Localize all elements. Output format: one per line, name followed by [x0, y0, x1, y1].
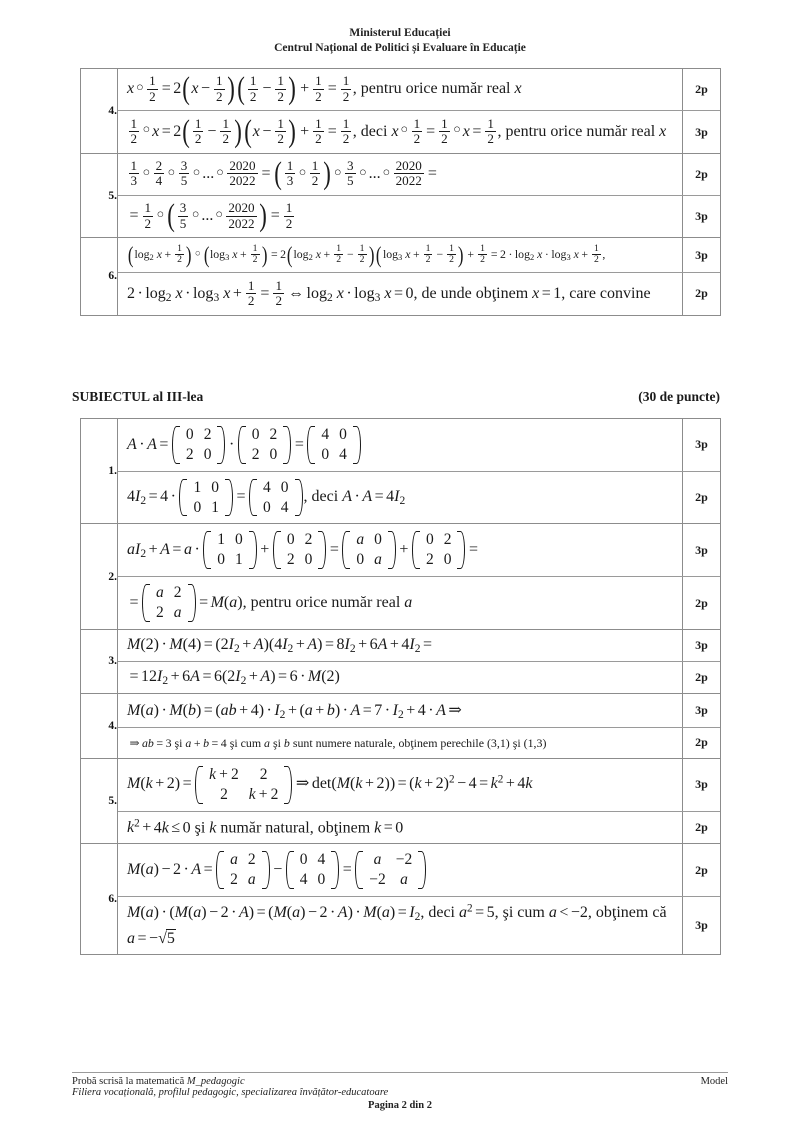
- solution-line: [118, 238, 720, 272]
- item-number: 6.: [81, 238, 118, 315]
- points-value: 3p: [683, 896, 721, 954]
- solution-line: [118, 111, 720, 153]
- solution-line: [118, 694, 720, 727]
- solution-line: [118, 630, 720, 661]
- center-line: Centrul Național de Politici și Evaluare în Educație: [274, 41, 526, 54]
- points-value: 2p: [683, 727, 721, 758]
- solution-line: [118, 524, 720, 576]
- math-expression: ⇒ ab = 3 şi a + b = 4 şi cum a şi b sunt numere naturale, obţinem perechile (3,1) şi (1,3): [129, 735, 547, 750]
- math-expression: $M(a) \cdot (M(a) - 2 \cdot A) = (M(a) - 2 \cdot A) \cdot M(a) = I_2$, deci $a^2 = 5$, şi cum a < −2, obţinem că: [127, 902, 667, 924]
- points-value: 2p: [683, 661, 721, 692]
- math-expression: a = −√5: [127, 930, 175, 948]
- item-number: 4.: [81, 69, 118, 154]
- document-footer: [72, 1072, 728, 1111]
- item-number: 2.: [81, 524, 118, 629]
- points-value: 3p: [683, 196, 721, 238]
- table-row: [81, 524, 721, 629]
- math-expression: $4I_2 = 4 \cdot 1$ 0 0 1=4 0 0 4, deci $A \cdot A = 4I_2$: [127, 478, 406, 516]
- math-expression: $\frac{1}{3}$ ○ $\frac{2}{4}$ ○ $\frac{3}{5}$ ○ ... ○ $\frac{2020}{2022}$ = ( $\frac{1}{3}$ ○ $\frac{1}{2}$ ) ○ $\frac{3}{5}$ ○ ... ○ $\frac{2020}{2022}$ =: [130, 155, 437, 191]
- points-value: 3p: [683, 238, 721, 272]
- document-header: [0, 26, 800, 55]
- solution-line: [118, 154, 720, 196]
- points-value: 2p: [683, 811, 721, 843]
- solution-line: [118, 196, 720, 238]
- math-expression: = $12I_2 + 6A = 6(2I_2 + A) = 6 \cdot M(2)$: [129, 667, 340, 687]
- footer-page-number: Pagina 2 din 2: [368, 1100, 432, 1111]
- table-row: [81, 153, 721, 238]
- marking-table-subiect-ii: [80, 68, 721, 316]
- footer-exam-plain: Probă scrisă la matematică: [72, 1076, 187, 1087]
- section-points: (30 de puncte): [638, 389, 720, 404]
- math-expression: $M(2) \cdot M(4) = (2I_2 + A)(4I_2 + A) = 8I_2 + 6A + 4I_2$ =: [127, 635, 433, 655]
- solution-line: [118, 727, 720, 758]
- solution-line: [118, 811, 720, 843]
- solution-line: [118, 844, 720, 896]
- item-number: 5.: [81, 758, 118, 843]
- item-number: 6.: [81, 844, 118, 955]
- points-value: 3p: [683, 630, 721, 661]
- points-value: 2p: [683, 577, 721, 629]
- solution-line: [118, 759, 720, 811]
- math-expression: $k^2 + 4k \le 0$ şi k număr natural, obţinem k = 0: [127, 817, 404, 837]
- points-value: 3p: [683, 694, 721, 727]
- ministry-line: Ministerul Educației: [349, 27, 451, 39]
- section-heading: [72, 389, 720, 405]
- math-expression: $2 \cdot \log_2 x \cdot \log_3 x$ + $\frac{1}{2}$ = $\frac{1}{2}$ ⇔ $\log_2 x \cdot \log_3 x = 0$, de unde obţinem x = 1, care convine: [127, 277, 651, 308]
- table-row: [81, 419, 721, 524]
- solution-line: [118, 273, 720, 315]
- solution-line: [118, 69, 720, 111]
- solution-line: [118, 577, 720, 629]
- math-expression: ($\log_2$ x + $\frac{1}{2}$ ) ○ ($\log_3$ x + $\frac{1}{2}$ ) = $2(\log_2$ x + $\frac{1}{2}$ − $\frac{1}{2}$ )($\log_3$ x + $\frac{1}{2}$ − $\frac{1}{2}$ ) + $\frac{1}{2}$ = $2 \cdot \log_2 x \cdot \log_3 x$ + $\frac{1}{2}$ ,: [127, 241, 606, 268]
- math-expression: =a 2 2 a= M(a), pentru orice număr real a: [129, 584, 413, 622]
- footer-filiera-line: Filiera vocațională, profilul pedagogic, specializarea învățător-educatoare: [72, 1087, 389, 1098]
- table-row: [81, 758, 721, 843]
- table-row: [81, 69, 721, 154]
- points-value: 2p: [683, 154, 721, 196]
- solution-line: [118, 419, 720, 471]
- table-row: [81, 693, 721, 758]
- math-expression: $aI_2 + A = a \cdot 1$ 0 0 1+0 2 2 0=a 0 0 a+0 2 2 0=: [127, 531, 479, 569]
- footer-model-label: Model: [700, 1076, 728, 1087]
- item-number: 3.: [81, 629, 118, 693]
- points-value: 3p: [683, 759, 721, 811]
- solution-line: [118, 661, 720, 692]
- table-row: [81, 238, 721, 315]
- item-number: 1.: [81, 419, 118, 524]
- math-expression: x ○ $\frac{1}{2}$ = 2(x − $\frac{1}{2}$ )( $\frac{1}{2}$ − $\frac{1}{2}$ ) + $\frac{1}{2}$ = $\frac{1}{2}$ , pentru orice număr real x: [127, 70, 522, 107]
- math-expression: M(a) − 2 · A =a 2 2 a−0 4 4 0=a −2 −2 a: [127, 861, 427, 878]
- points-value: 2p: [683, 471, 721, 523]
- footer-exam-code: M_pedagogic: [186, 1076, 245, 1087]
- points-value: 2p: [683, 69, 721, 111]
- marking-table-subiect-iii: [80, 418, 721, 955]
- footer-exam-line: [72, 1076, 245, 1087]
- points-value: 2p: [683, 844, 721, 896]
- item-number: 4.: [81, 693, 118, 758]
- math-expression: $\frac{1}{2}$ ○ x = 2( $\frac{1}{2}$ − $\frac{1}{2}$ )(x − $\frac{1}{2}$ ) + $\frac{1}{2}$ = $\frac{1}{2}$ , deci x ○ $\frac{1}{2}$ = $\frac{1}{2}$ ○ x = $\frac{1}{2}$ , pentru orice număr real x: [130, 112, 667, 149]
- points-value: 3p: [683, 111, 721, 153]
- points-value: 3p: [683, 419, 721, 471]
- table-row: [81, 629, 721, 693]
- section-title: SUBIECTUL al III-lea: [72, 389, 204, 404]
- item-number: 5.: [81, 153, 118, 238]
- math-expression: A · A =0 2 2 0·0 2 2 0=4 0 0 4: [127, 436, 362, 453]
- math-expression: = $\frac{1}{2}$ ○ ( $\frac{3}{5}$ ○ ... ○ $\frac{2020}{2022}$ ) = $\frac{1}{2}$: [129, 197, 293, 234]
- points-value: 2p: [683, 273, 721, 315]
- solution-line: [118, 471, 720, 523]
- solution-line: [118, 896, 720, 954]
- table-row: [81, 844, 721, 955]
- math-expression: $M(a) \cdot M(b) = (ab + 4) \cdot I_2 + (a + b) \cdot A = 7 \cdot I_2 + 4 \cdot A$ ⇒: [127, 701, 462, 721]
- points-value: 3p: [683, 524, 721, 576]
- math-expression: M(k + 2) =k + 2 2 2 k + 2⇒ $\det(M(k + 2)) = (k + 2)^2 - 4 = k^2 + 4k$: [127, 765, 533, 803]
